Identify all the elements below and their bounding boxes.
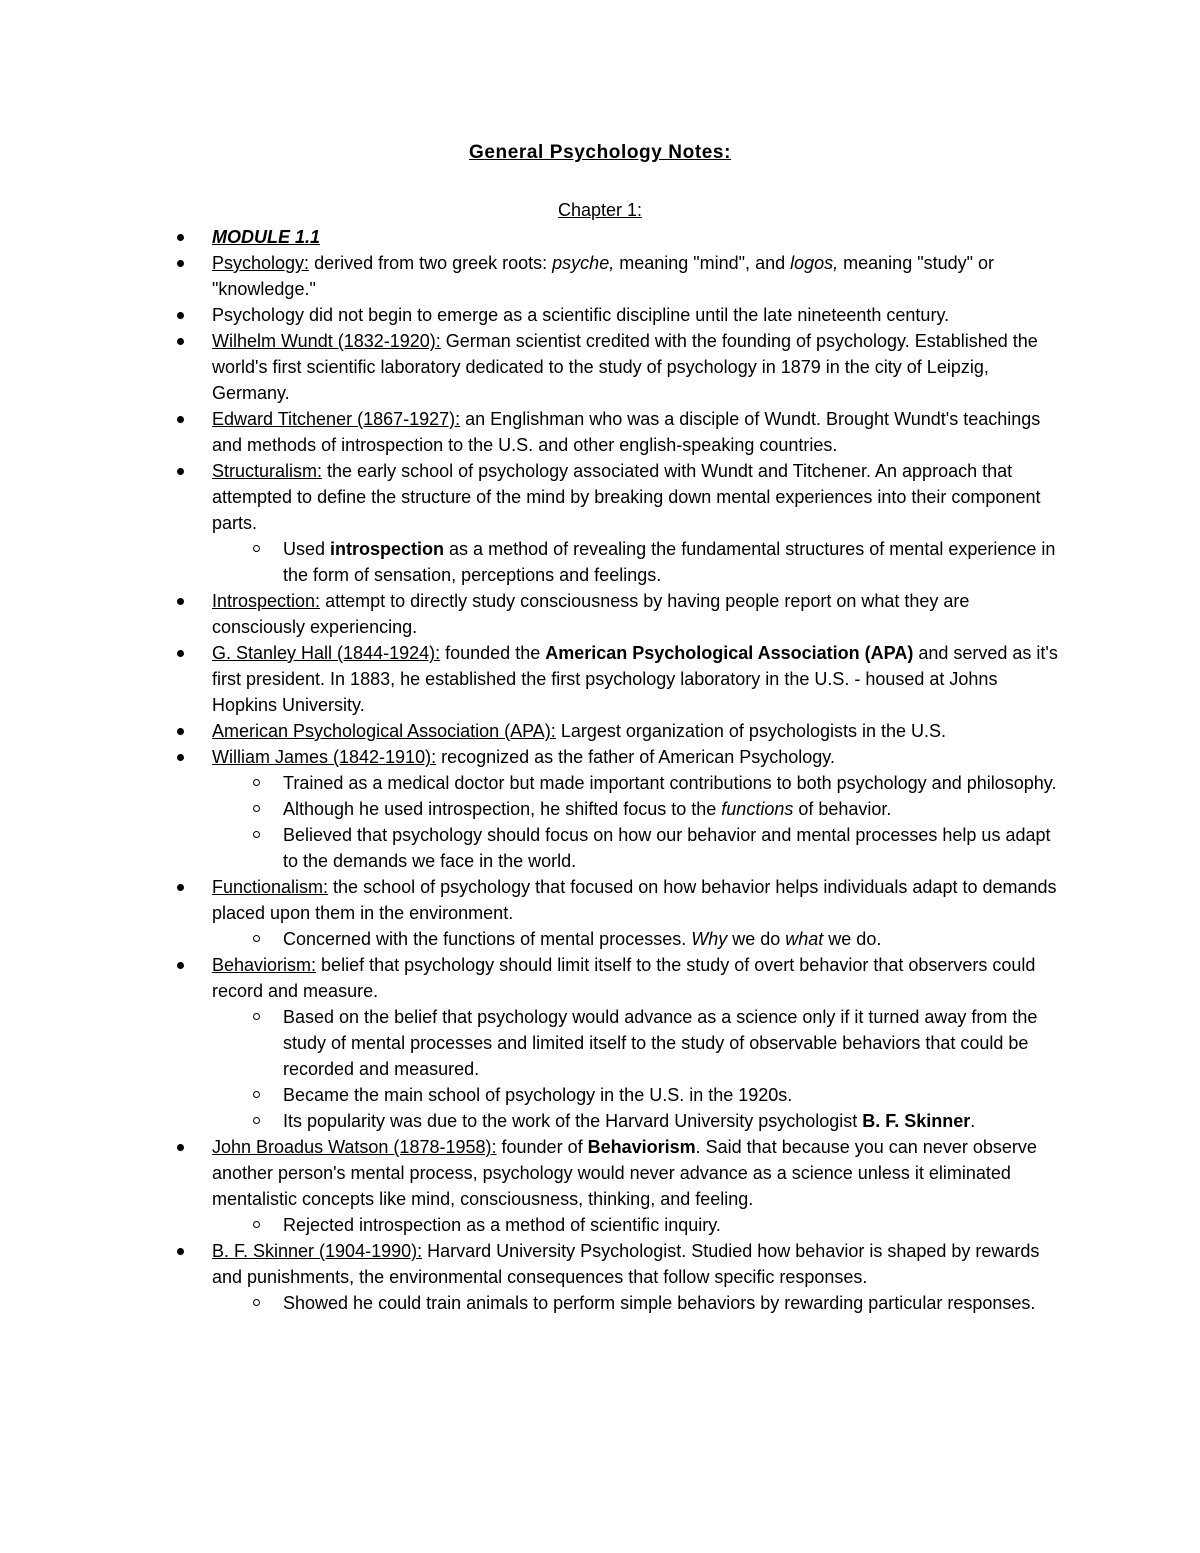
sub-list-item [283, 822, 1062, 874]
note-text: Trained as a medical doctor but made important contributions to both psychology and philosophy. [283, 773, 1057, 793]
list-item [212, 224, 1062, 250]
note-text: functions [721, 799, 794, 819]
notes-list [212, 224, 1062, 1316]
note-text: an Englishman who was a disciple of Wundt. Brought Wundt's teachings and methods of introspection to the U.S. and other english-speaking countries. [212, 409, 1041, 455]
note-text: as a method of revealing the fundamental structures of mental experience in the form of sensation, perceptions and feelings. [283, 539, 1056, 585]
note-text: recognized as the father of American Psychology. [436, 747, 835, 767]
note-text: . [970, 1111, 976, 1131]
sub-list-item [283, 1108, 1062, 1134]
note-text: belief that psychology should limit itself to the study of overt behavior that observers could record and measure. [212, 955, 1036, 1001]
chapter-heading: Chapter 1: [557, 200, 643, 220]
note-text: Why [691, 929, 728, 949]
note-text: logos, [790, 253, 839, 273]
note-text: founded the [440, 643, 546, 663]
note-text: Showed he could train animals to perform simple behaviors by rewarding particular responses. [283, 1293, 1036, 1313]
list-item [212, 302, 1062, 328]
list-item [212, 952, 1062, 1004]
list-item [212, 458, 1062, 536]
note-text: Psychology did not begin to emerge as a scientific discipline until the late nineteenth century. [212, 305, 950, 325]
list-item [212, 250, 1062, 302]
term-label: John Broadus Watson (1878-1958): [212, 1137, 497, 1157]
note-text: . Said that because you can never observe another person's mental process, psychology would never advance as a science unless it eliminated mentalistic concepts like mind, consciousness, thinking, and feeling. [212, 1137, 1037, 1209]
note-text: Based on the belief that psychology would advance as a science only if it turned away from the study of mental processes and limited itself to the study of observable behaviors that could be recorded and measured. [283, 1007, 1038, 1079]
note-text: what [785, 929, 824, 949]
note-text: attempt to directly study consciousness by having people report on what they are consciously experiencing. [212, 591, 970, 637]
note-text: the early school of psychology associated with Wundt and Titchener. An approach that attempted to define the structure of the mind by breaking down mental experiences into their component parts. [212, 461, 1041, 533]
term-label: Edward Titchener (1867-1927): [212, 409, 461, 429]
list-item [212, 874, 1062, 926]
list-item [212, 406, 1062, 458]
note-text: American Psychological Association (APA) [545, 643, 914, 663]
note-text: and served as it's first president. In 1883, he established the first psychology laboratory in the U.S. - housed at Johns Hopkins University. [212, 643, 1058, 715]
list-item [212, 718, 1062, 744]
term-label: William James (1842-1910): [212, 747, 437, 767]
term-label: American Psychological Association (APA): [212, 721, 556, 741]
note-text: Behaviorism [587, 1137, 696, 1157]
note-text: Largest organization of psychologists in the U.S. [555, 721, 947, 741]
note-text: Used [283, 539, 331, 559]
note-text: meaning "mind", and [614, 253, 791, 273]
note-text: meaning "study" or "knowledge." [212, 253, 995, 299]
sub-list-item [283, 796, 1062, 822]
list-item [212, 1134, 1062, 1212]
term-label: Psychology: [212, 253, 310, 273]
list-item [212, 1238, 1062, 1290]
list-item [212, 588, 1062, 640]
note-text: psyche, [552, 253, 615, 273]
note-text: Concerned with the functions of mental processes. [283, 929, 692, 949]
note-text: Became the main school of psychology in the U.S. in the 1920s. [283, 1085, 793, 1105]
list-item [212, 744, 1062, 770]
term-label: B. F. Skinner (1904-1990): [212, 1241, 423, 1261]
term-label: Wilhelm Wundt (1832-1920): [212, 331, 441, 351]
note-text: of behavior. [793, 799, 892, 819]
sub-list-item [283, 1290, 1062, 1316]
sub-list-item [283, 926, 1062, 952]
note-text: Harvard University Psychologist. Studied how behavior is shaped by rewards and punishments, the environmental consequences that follow specific responses. [212, 1241, 1040, 1287]
term-label: Structuralism: [212, 461, 323, 481]
sub-list-item [283, 1004, 1062, 1082]
note-text: Its popularity was due to the work of the Harvard University psychologist [283, 1111, 863, 1131]
list-item [212, 328, 1062, 406]
note-text: B. F. Skinner [862, 1111, 971, 1131]
term-label: Introspection: [212, 591, 321, 611]
note-text: the school of psychology that focused on how behavior helps individuals adapt to demands placed upon them in the environment. [212, 877, 1057, 923]
list-item [212, 640, 1062, 718]
sub-list-item [283, 770, 1062, 796]
term-label: G. Stanley Hall (1844-1924): [212, 643, 441, 663]
sub-list-item [283, 1212, 1062, 1238]
term-label: MODULE 1.1 [212, 227, 321, 247]
sub-list-item [283, 536, 1062, 588]
note-text: we do [727, 929, 786, 949]
note-text: we do. [823, 929, 882, 949]
note-text: Although he used introspection, he shifted focus to the [283, 799, 722, 819]
note-text: introspection [330, 539, 445, 559]
term-label: Functionalism: [212, 877, 329, 897]
document-title: General Psychology Notes: [468, 142, 732, 163]
note-text: Rejected introspection as a method of scientific inquiry. [283, 1215, 721, 1235]
term-label: Behaviorism: [212, 955, 317, 975]
sub-list-item [283, 1082, 1062, 1108]
note-text: German scientist credited with the founding of psychology. Established the world's first scientific laboratory dedicated to the study of psychology in 1879 in the city of Leipzig, Germany. [212, 331, 1038, 403]
note-text: founder of [496, 1137, 588, 1157]
note-text: derived from two greek roots: [309, 253, 553, 273]
note-text: Believed that psychology should focus on how our behavior and mental processes help us adapt to the demands we face in the world. [283, 825, 1051, 871]
